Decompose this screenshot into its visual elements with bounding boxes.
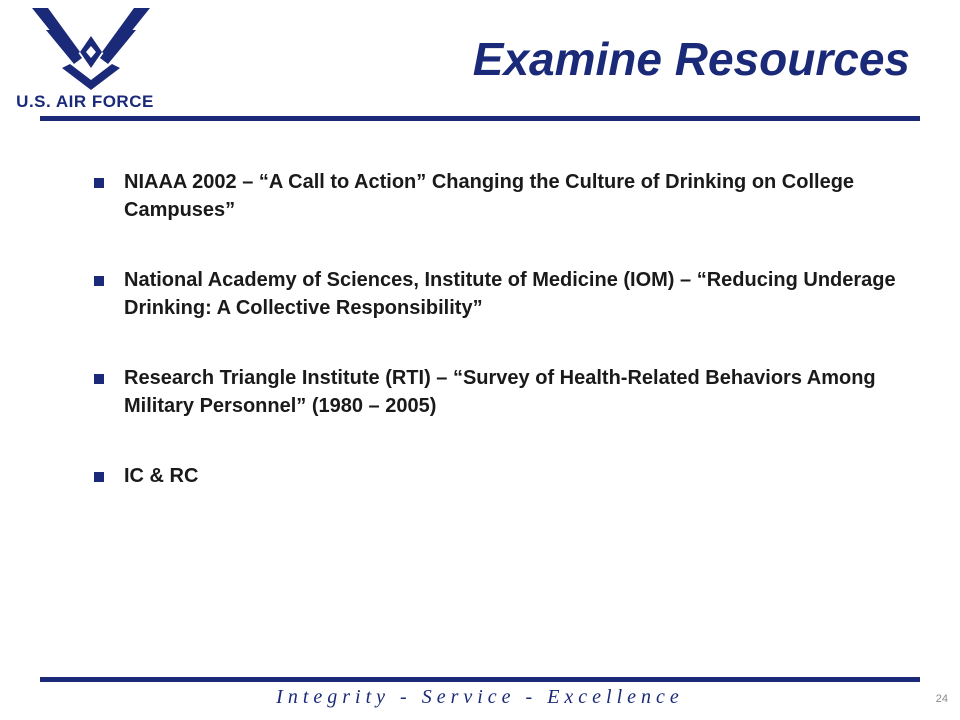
list-item [94, 266, 924, 322]
air-force-wings-icon [32, 6, 150, 90]
list-item [94, 364, 924, 420]
page-title: Examine Resources [472, 33, 910, 85]
square-bullet-icon [94, 178, 104, 188]
square-bullet-icon [94, 374, 104, 384]
logo-text: U.S. AIR FORCE [16, 92, 154, 111]
bullet-list [94, 168, 924, 532]
square-bullet-icon [94, 472, 104, 482]
footer-motto: Integrity - Service - Excellence [276, 686, 684, 708]
header-divider [40, 116, 920, 121]
list-item [94, 462, 924, 490]
bullet-text: IC & RC [124, 465, 199, 487]
page-number: 24 [935, 693, 948, 705]
square-bullet-icon [94, 276, 104, 286]
air-force-logo [10, 6, 160, 114]
list-item [94, 168, 924, 224]
bullet-text: NIAAA 2002 – “A Call to Action” Changing the Culture of Drinking on College Campuses” [124, 171, 855, 221]
footer-divider [40, 677, 920, 682]
bullet-text: National Academy of Sciences, Institute of Medicine (IOM) – “Reducing Underage Drinking: A Collective Responsibility” [124, 269, 896, 319]
bullet-text: Research Triangle Institute (RTI) – “Survey of Health-Related Behaviors Among Military Personnel” (1980 – 2005) [124, 367, 876, 417]
